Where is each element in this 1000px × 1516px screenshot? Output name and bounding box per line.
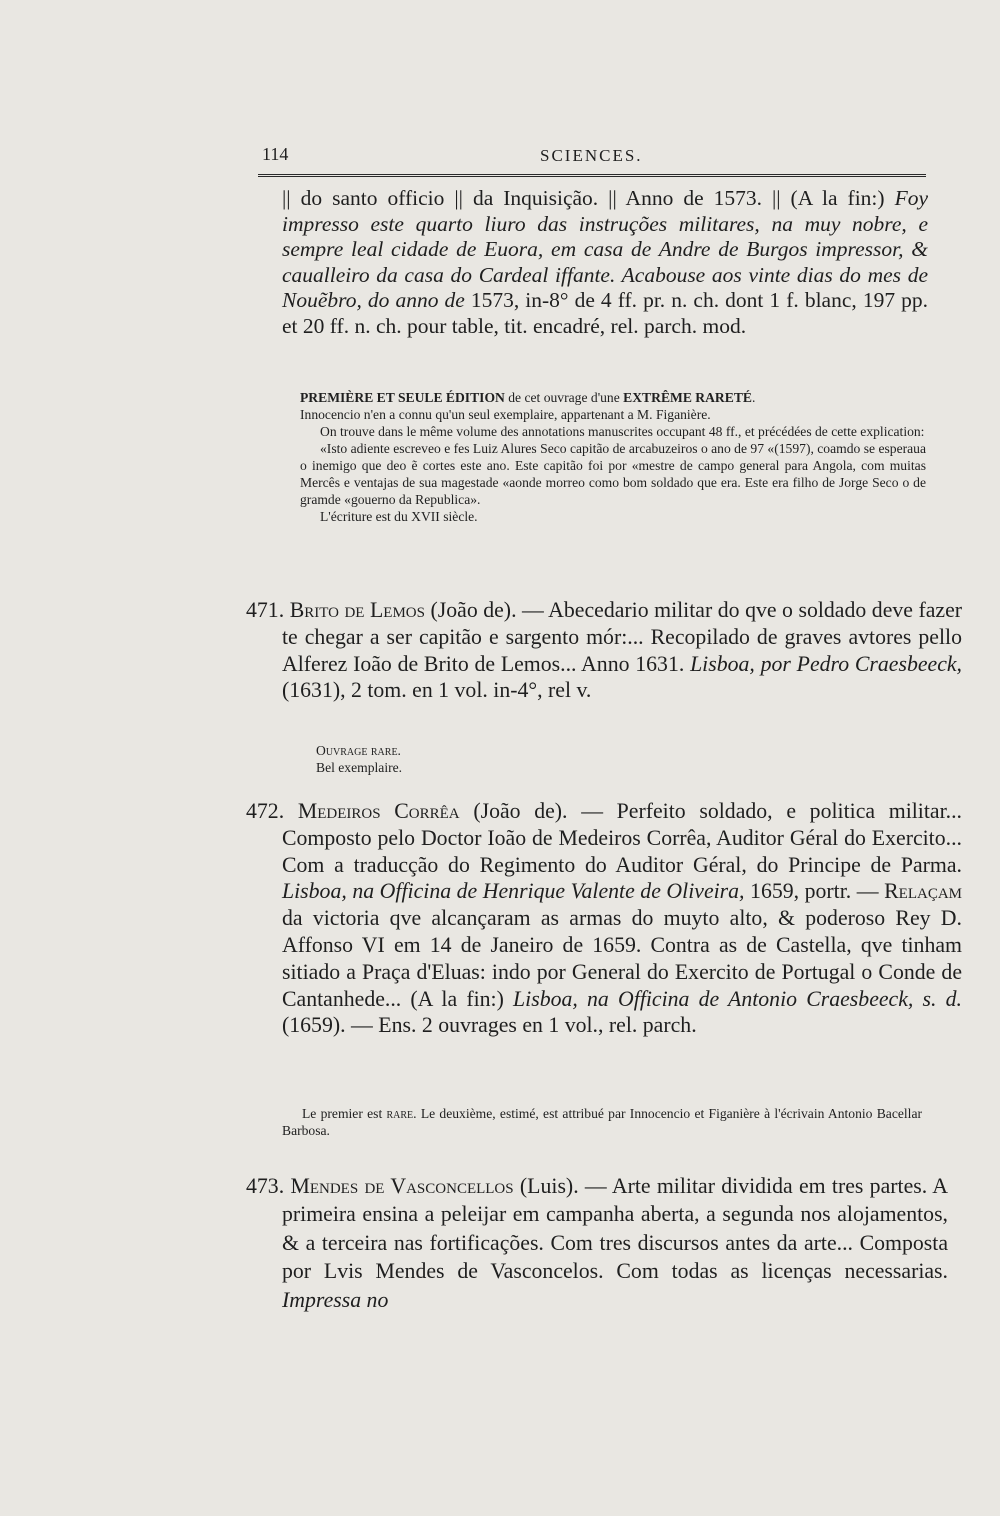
entry-471-imprint: Lisboa, por Pedro Craesbeeck, bbox=[690, 651, 963, 676]
running-head: SCIENCES. bbox=[540, 146, 643, 165]
entry-471-note-line2: Bel exemplaire. bbox=[316, 760, 403, 775]
entry-472-text-d: (1659). — Ens. 2 ouvrages en 1 vol., rel. parch. bbox=[282, 1013, 697, 1038]
entry-472 bbox=[246, 798, 962, 1039]
note-470-line2: Innocencio n'en a connu qu'un seul exemplaire, appartenant a M. Figanière. bbox=[300, 407, 711, 422]
note-470-bold: PREMIÈRE ET SEULE ÉDITION bbox=[300, 390, 505, 405]
page-header bbox=[258, 140, 926, 177]
page-number: 114 bbox=[262, 144, 289, 164]
entry-471 bbox=[246, 597, 962, 704]
note-470-mid: de cet ouvrage d'une bbox=[504, 390, 624, 405]
entry-470-continuation bbox=[282, 186, 928, 339]
entry-472-number: 472. bbox=[246, 799, 285, 823]
entry-472-relacam: Relaçam bbox=[884, 879, 962, 904]
entry-471-text-b: (1631), 2 tom. en 1 vol. in-4°, rel v. bbox=[282, 678, 592, 703]
entry-472-imprint: Lisboa, na Officina de Henrique Valente de Oliveira, bbox=[282, 879, 745, 904]
entry-471-note-rare: Ouvrage rare. bbox=[316, 743, 401, 758]
entry-472-text-b: 1659, portr. — bbox=[744, 879, 885, 904]
note-470-line5: L'écriture est du XVII siècle. bbox=[320, 509, 478, 524]
entry-471-author: Brito de Lemos bbox=[289, 598, 425, 622]
entry-473-number: 473. bbox=[246, 1174, 285, 1198]
entry-472-note-b: . Le deuxième, estimé, est attribué par Innocencio et Figanière à l'écrivain Antonio Bacellar Barbosa. bbox=[282, 1106, 922, 1138]
entry-472-note-text bbox=[282, 1105, 922, 1139]
entry-471-number: 471. bbox=[246, 598, 285, 622]
entry-472-note-a: Le premier est bbox=[302, 1106, 387, 1121]
entry-472-author: Medeiros Corrêa bbox=[297, 799, 460, 823]
entry-472-note-rare: rare bbox=[386, 1106, 414, 1121]
entry-471-note bbox=[316, 742, 816, 776]
note-470-line3: On trouve dans le même volume des annotations manuscrites occupant 48 ff., et précédées de cette explication: bbox=[320, 424, 925, 439]
entry-473 bbox=[246, 1172, 948, 1314]
entry-470-note bbox=[300, 389, 926, 525]
note-470-line1 bbox=[300, 389, 926, 406]
continuation-text-a: || do santo officio || da Inquisição. || Anno de 1573. || (A la fin:) bbox=[282, 186, 895, 210]
entry-472-text-c: da victoria qve alcançaram as armas do muyto alto, & poderoso Rey D. Affonso VI em 14 de Janeiro de 1659. Contra as de Castella, qve tinham sitiado a Praça d'Eluas: indo por General do Exercito de Portugal o Conde de Cantanhede... (A la fin:) bbox=[282, 906, 962, 1011]
note-470-bold2: EXTRÊME RARETÉ bbox=[623, 390, 752, 405]
entry-471-text-a: (João de). — Abecedario militar do qve o soldado deve fazer te chegar a ser capitão e sargento mór:... Recopilado de graves avtores pello Alferez Ioão de Brito de Lemos... Anno 1631. bbox=[282, 598, 963, 676]
entry-473-author: Mendes de Vasconcellos bbox=[290, 1174, 514, 1198]
entry-472-text-a: (João de). — Perfeito soldado, e politica militar... Composto pelo Doctor Ioão de Medeiros Corrêa, Auditor Géral do Exercito... Com a traducção do Regimento do Auditor Géral, do Principe de Parma. bbox=[282, 799, 962, 877]
entry-473-text-a: (Luis). — Arte militar dividida em tres partes. A primeira ensina a peleijar em campanha aberta, a segunda nos alojamentos, & a terceira nas fortificações. Com tres discursos antes da arte... Composta por Lvis Mendes de Vasconcelos. Com todas as licenças necessarias. bbox=[282, 1174, 949, 1284]
continuation-imprint: Foy impresso este quarto liuro das instruções militares, na muy nobre, e sempre leal cidade de Euora, em casa de Andre de Burgos impressor, & caualleiro da casa do Cardeal iffante. Acabouse aos vinte dias do mes de Nouẽbro, do anno de bbox=[282, 186, 928, 312]
entry-472-note bbox=[282, 1105, 922, 1139]
note-470-quote: «Isto adiente escreveo e fes Luiz Alures Seco capitão de arcabuzeiros o ano de 97 «(1597), coamdo se esperaua o inemigo que deo ẽ cortes este ano. Este capitão foi por «mestre de campo general para Angola, com muitas Mercês e ventajas de sua magestade «aonde morreo como bom soldado que era. Este era filho de Jorge Seco o de gramde «gouerno da Republica». bbox=[300, 441, 926, 507]
entry-472-imprint2: Lisboa, na Officina de Antonio Craesbeeck, s. d. bbox=[513, 986, 962, 1011]
note-470-end: . bbox=[751, 390, 756, 405]
continuation-text-b: 1573, in-8° de 4 ff. pr. n. ch. dont 1 f. blanc, 197 pp. et 20 ff. n. ch. pour table, tit. encadré, rel. parch. mod. bbox=[282, 288, 928, 338]
entry-473-imprint: Impressa no bbox=[282, 1287, 389, 1312]
